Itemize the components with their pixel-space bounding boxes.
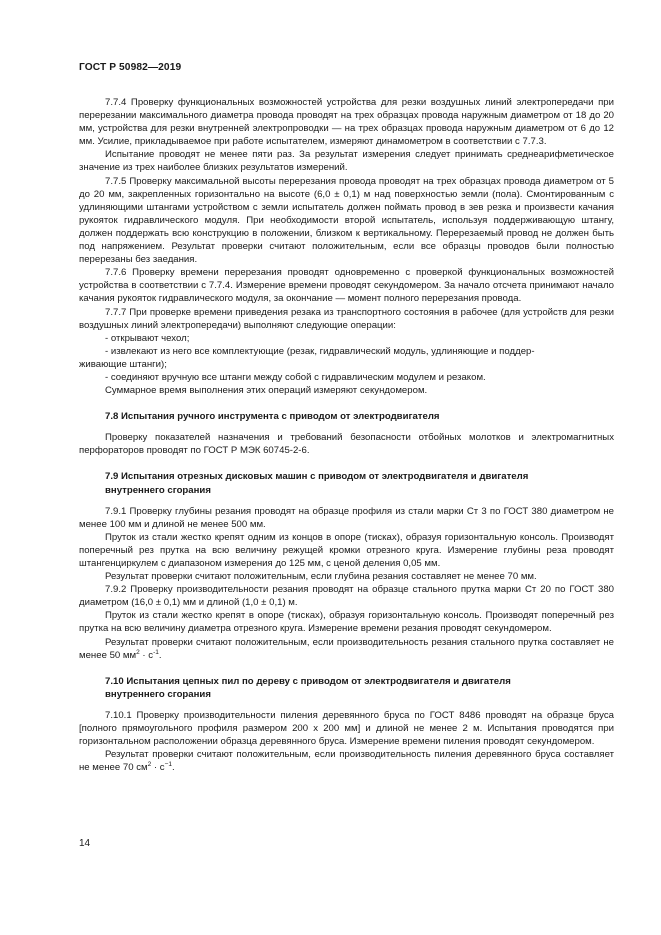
section-heading-7-9 [79,470,614,496]
unit-exponent: −1 [164,761,172,769]
paragraph-7-7-4: 7.7.4 Проверку функциональных возможностей устройства для резки воздушных линий электропередачи при перерезании максимального диаметра провода проводят на трех образцах провода наружным диаметром от 18 до 20 мм, устройства для резки внутренней электропроводки — на трех образцах провода наружным диаметром от 6 до 12 мм. Усилие, прикладываемое при работе испытателем, измеряют динамометром в соответствии с 7.7.3. [79,97,614,148]
paragraph-7-7-6: 7.7.6 Проверку времени перерезания проводят одновременно с проверкой функциональных возможностей устройства в соответствии с 7.7.4. Измерение времени проводят секундомером. За начало отсчета принимают начало качания рукояток гидравлического модуля, за окончание — момент полного перерезания провода. [79,267,614,305]
result-text: Результат проверки считают положительным, если производительность пиления деревянного бруса составляет не менее 70 см [79,749,614,774]
section-heading-7-9-line1: 7.9 Испытания отрезных дисковых машин с приводом от электродвигателя и двигателя [105,471,529,483]
list-item-connect-rods: - соединяют вручную все штанги между собой с гидравлическим модулем и резаком. [105,371,486,383]
list-item-open-cover: - открывают чехол; [105,332,190,344]
sentence-end: . [171,762,175,774]
paragraph-7-9-2-method: Пруток из стали жестко крепят в опоре (тисках), образуя горизонтальную консоль. Производят поперечный рез прутка на всю величину диаметра отрезного круга. Измерение времени резания проводят секундомером. [79,610,614,635]
section-heading-7-10-line1: 7.10 Испытания цепных пил по дереву с приводом от электродвигателя и двигателя [105,675,511,687]
list-item-extract-components-continued: живающие штанги); [79,358,167,370]
paragraph-7-9-1: 7.9.1 Проверку глубины резания проводят на образце профиля из стали марки Ст 3 по ГОСТ 380 диаметром не менее 100 мм и длиной не менее 500 мм. [79,505,614,530]
paragraph-7-7-7-total-time: Суммарное время выполнения этих операций измеряют секундомером. [105,385,428,397]
unit-exponent: 2 [136,648,140,656]
page-body [79,96,614,774]
section-heading-7-9-line2: внутреннего сгорания [105,484,211,496]
unit-text: · с [139,649,154,661]
result-text: Результат проверки считают положительным, если производительность резания стального прутка составляет не менее 50 мм [79,636,614,661]
section-heading-7-8: 7.8 Испытания ручного инструмента с приводом от электродвигателя [105,411,440,423]
paragraph-7-9-1-method: Пруток из стали жестко крепят одним из концов в опоре (тисках), образуя горизонтальную консоль. Производят поперечный рез прутка на всю величину режущей кромки отрезного круга. Измерение глубины реза проводят штангенциркулем с диапазоном измерения до 125 мм, с ценой деления 0,05 мм. [79,531,614,569]
unit-exponent: -1 [153,648,159,656]
page-number: 14 [79,838,91,849]
paragraph-7-10-1-result [79,748,614,774]
paragraph-7-9-2: 7.9.2 Проверку производительности резания проводят на образце стального прутка марки Ст 20 по ГОСТ 380 диаметром (16,0 ± 0,1) мм и длиной (1,0 ± 0,1) м. [79,584,614,609]
list-item-extract-components: - извлекают из него все комплектующие (резак, гидравлический модуль, удлиняющие и поддер- [105,345,535,357]
paragraph-7-10-1: 7.10.1 Проверку производительности пиления деревянного бруса по ГОСТ 8486 проводят на образце бруса [полного прямоугольного профиля размером 200 х 200 мм] и длиной не менее 2 м. Испытания проводятся при горизонтальном расположении образца деревянного бруса. Измерение времени пиления проводят секундомером. [79,709,614,748]
sentence-end: . [158,649,162,661]
section-heading-7-10 [79,675,614,701]
paragraph-7-8: Проверку показателей назначения и требований безопасности отбойных молотков и электромагнитных перфораторов проводят по ГОСТ Р МЭК 60745-2-6. [79,432,614,457]
paragraph-7-7-5: 7.7.5 Проверку максимальной высоты перерезания провода проводят на трех образцах провода диаметром от 5 до 20 мм, закрепленных горизонтально на высоте (6,0 ± 0,1) м над поверхностью земли (пола). Смонтированным с удлиняющими штангами устройством с земли испытатель должен поймать провод в зев резка и произвести качания рукояток гидравлического модуля. При необходимости второй испытатель, используя поддерживающую штангу, должен поддержать всю конструкцию в положении, близком к вертикальному. Перерезаемый провод не должен быть под напряжением. Результат проверки считают положительным, если все образцы проводов были полностью перерезаны без заедания. [79,175,614,266]
paragraph-7-9-2-result [79,636,614,662]
paragraph-7-7-7: 7.7.7 При проверке времени приведения резака из транспортного состояния в рабочее (для устройств для резки воздушных линий электропередачи) выполняют следующие операции: [79,306,614,331]
unit-exponent: 2 [147,761,152,769]
unit-text: · с [151,762,165,774]
paragraph-7-7-4-test-count: Испытание проводят не менее пяти раз. За результат измерения следует принимать среднеарифметическое значение из трех наиболее близких результатов измерений. [79,149,614,174]
section-heading-7-10-line2: внутреннего сгорания [105,688,211,700]
document-code: ГОСТ Р 50982—2019 [79,62,182,73]
paragraph-7-9-1-result: Результат проверки считают положительным, если глубина резания составляет не менее 70 мм. [105,571,537,583]
